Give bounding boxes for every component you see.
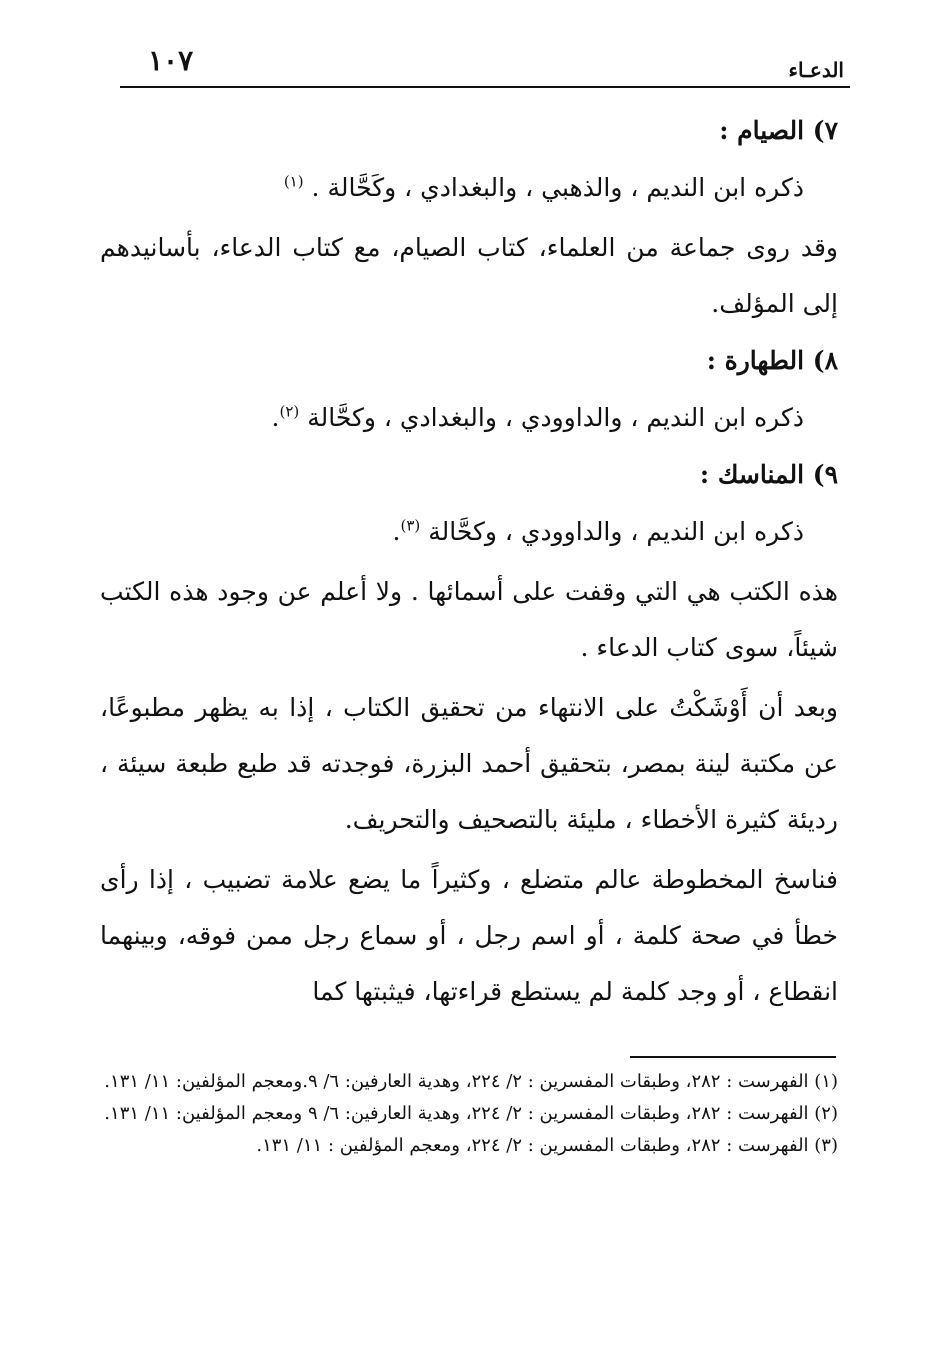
footnote-3: (٣) الفهرست : ٢٨٢، وطبقات المفسرين : ٢/ ٢٢٤، ومعجم المؤلفين : ١١/ ١٣١.	[256, 1135, 838, 1156]
footnotes	[100, 1066, 838, 1162]
purity-sources-text: ذكره ابن النديم ، والداوودي ، والبغدادي ، وكحَّالة	[307, 403, 804, 432]
closing-paragraph-1: هذه الكتب هي التي وقفت على أسمائها . ولا أعلم عن وجود هذه الكتب شيئاً، سوى كتاب الدعاء .	[100, 577, 838, 662]
rites-sources	[100, 504, 838, 560]
section-heading-fasting: ٧) الصيام :	[719, 116, 838, 145]
purity-sources	[100, 390, 838, 446]
footnote-rule	[630, 1056, 836, 1058]
fasting-narration: وقد روى جماعة من العلماء، كتاب الصيام، مع كتاب الدعاء، بأسانيدهم إلى المؤلف.	[100, 233, 838, 318]
closing-paragraph-3: فناسخ المخطوطة عالم متضلع ، وكثيراً ما يضع علامة تضبيب ، إذا رأى خطأ في صحة كلمة ، أو اسم رجل ، أو سماع رجل ممن فوقه، وبينهما انقطاع ، أو وجد كلمة لم يستطع قراءتها، فيثبتها كما	[100, 865, 838, 1006]
page-number: ١٠٧	[148, 44, 194, 77]
rites-sources-end: .	[392, 517, 401, 546]
footnote-2: (٢) الفهرست : ٢٨٢، وطبقات المفسرين : ٢/ ٢٢٤، وهدية العارفين: ٦/ ٩ ومعجم المؤلفين: ١١/ ١٣١.	[104, 1103, 838, 1124]
rites-sources-text: ذكره ابن النديم ، والداوودي ، وكحَّالة	[428, 517, 804, 546]
closing-paragraph-2: وبعد أن أَوْشَكْتُ على الانتهاء من تحقيق الكتاب ، إذا به يظهر مطبوعًا، عن مكتبة لينة بمصر، بتحقيق أحمد البزرة، فوجدته قد طبع طبعة سيئة ، رديئة كثيرة الأخطاء ، مليئة بالتصحيف والتحريف.	[100, 693, 838, 834]
fasting-sources	[100, 160, 838, 216]
purity-sources-end: .	[271, 403, 280, 432]
footnote-ref-3: (٣)	[400, 516, 421, 535]
header-rule	[120, 86, 850, 88]
running-head	[120, 40, 850, 84]
footnote-ref-2: (٢)	[279, 402, 300, 421]
section-heading-rites: ٩) المناسك :	[699, 460, 838, 489]
running-title: الدعـاء	[788, 58, 844, 82]
footnote-1: (١) الفهرست : ٢٨٢، وطبقات المفسرين : ٢/ ٢٢٤، وهدية العارفين: ٦/ ٩.ومعجم المؤلفين: ١١/ ١٣١.	[104, 1071, 838, 1092]
footnote-ref-1: (١)	[283, 172, 304, 191]
main-text	[100, 102, 838, 1020]
section-heading-purity: ٨) الطهارة :	[706, 346, 838, 375]
fasting-sources-text: ذكره ابن النديم ، والذهبي ، والبغدادي ، وكَحَّالة .	[311, 173, 804, 202]
